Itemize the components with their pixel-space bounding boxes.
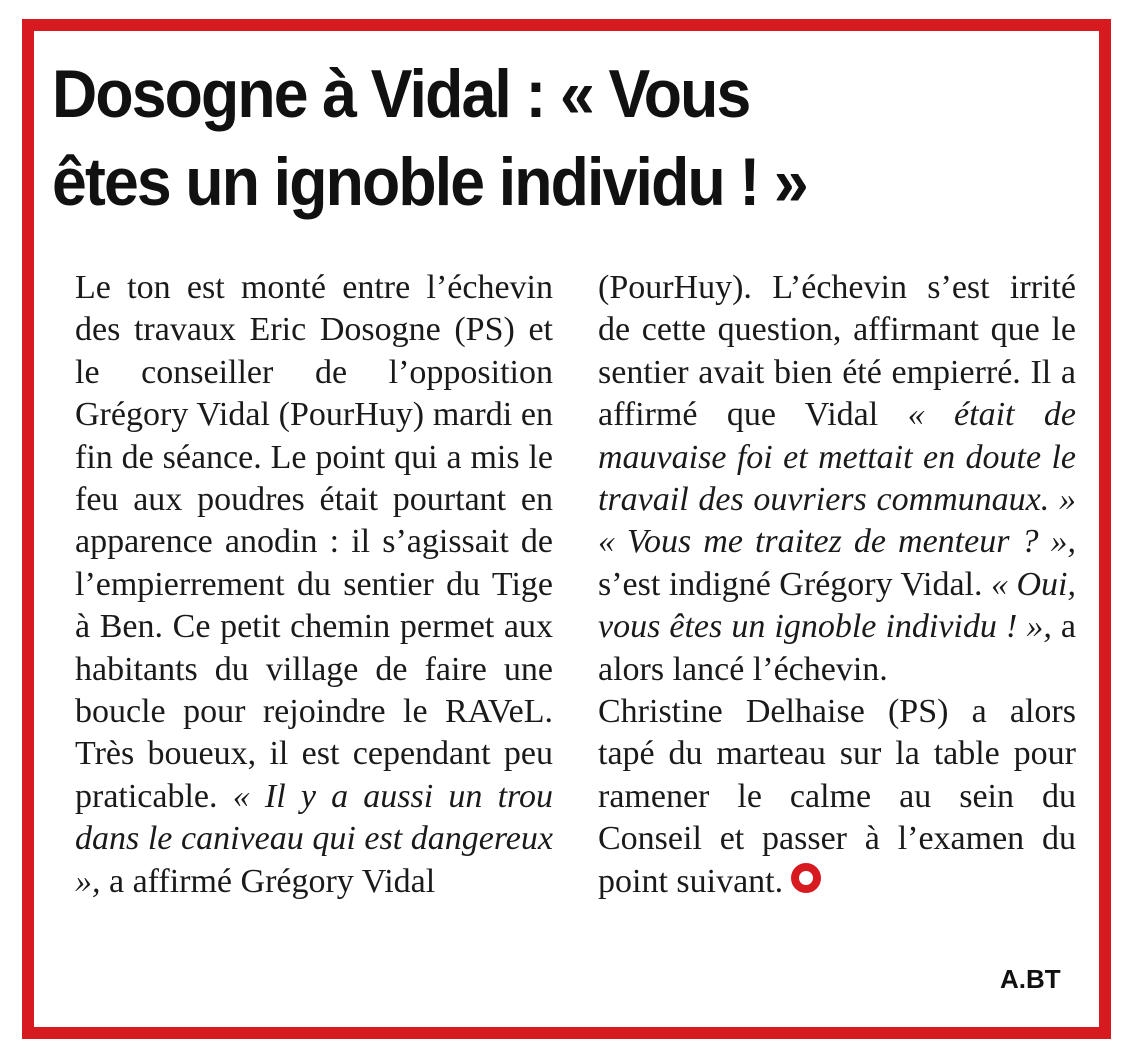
article-paragraph-2 (598, 267, 1076, 691)
paragraph-3-text: Christine Delhaise (PS) a alors tapé du marteau sur la table pour ramener le calme au sein du Conseil et passer à l’examen du point suivant. (598, 693, 1076, 900)
end-mark-icon (791, 863, 821, 893)
article-headline (52, 50, 972, 226)
paragraph-1-end: a affirmé Grégory Vidal (100, 862, 436, 900)
quote-1: « Il y a aussi un trou dans le caniveau qui est dangereux », (75, 777, 554, 900)
article-paragraph-3 (598, 691, 1076, 903)
article-paragraph-1 (75, 267, 553, 903)
article-column-right (598, 267, 1076, 903)
headline-line-2: êtes un ignoble individu ! » (52, 144, 807, 220)
author-byline: A.BT (1000, 964, 1061, 994)
paragraph-1-text: Le ton est monté entre l’échevin des travaux Eric Dosogne (PS) et le conseiller de l’opposition Grégory Vidal (PourHuy) mardi en fin de séance. Le point qui a mis le feu aux poudres était pourtant en apparence anodin : il s’agissait de l’empierrement du sentier du Tige à Ben. Ce petit chemin permet aux habitants du village de faire une boucle pour rejoindre le RAVeL. Très boueux, il est cependant peu praticable. (75, 269, 553, 815)
paragraph-2-text: (PourHuy). L’échevin s’est irrité de cette question, affirmant que le sentier avait bien été empierré. Il a affirmé que Vidal (598, 269, 1076, 434)
quote-3: « Oui, vous êtes un ignoble individu ! », (598, 565, 1077, 646)
quote-2: « était de mauvaise foi et mettait en doute le travail des ouvriers communaux. » « Vous me traitez de menteur ? », (598, 396, 1076, 561)
paragraph-2-mid: s’est indigné Grégory Vidal. (598, 565, 991, 603)
headline-line-1: Dosogne à Vidal : « Vous (52, 56, 750, 132)
article-column-left (75, 267, 553, 903)
paragraph-2-end: a alors lancé l’échevin. (598, 608, 1077, 688)
